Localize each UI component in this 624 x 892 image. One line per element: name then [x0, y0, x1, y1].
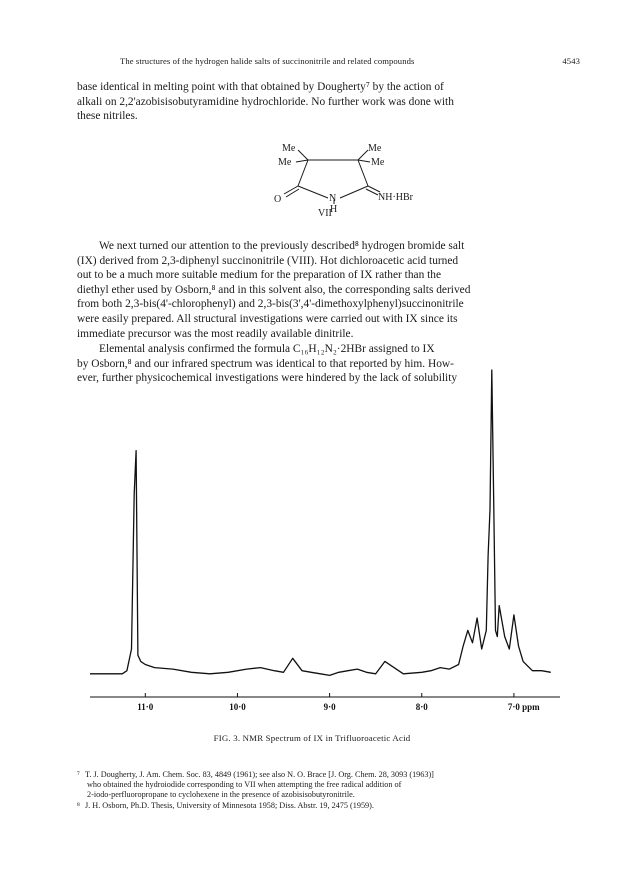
chemical-structure-vii: [268, 140, 418, 218]
text-line: were easily prepared. All structural investigations were carried out with IX since its: [77, 312, 458, 325]
footnote-line: 2-iodo-perfluoropropane to cyclohexene in the presence of azobisisobutyronitrile.: [87, 790, 355, 800]
text-line: these nitriles.: [77, 110, 138, 123]
text-line: immediate precursor was the most readily available dinitrile.: [77, 327, 354, 340]
struct-label: NH·HBr: [378, 192, 413, 203]
footnotes: [77, 770, 555, 811]
text-line: ever, further physicochemical investigations were hindered by the lack of solubility: [77, 372, 458, 385]
text-line: (IX) derived from 2,3-diphenyl succinonitrile (VIII). Hot dichloroacetic acid turned: [77, 254, 459, 267]
footnote-line: J. H. Osborn, Ph.D. Thesis, University of Minnesota 1958; Diss. Abstr. 19, 2475 (1959).: [85, 800, 374, 810]
struct-label: Me: [282, 143, 296, 154]
footnote-mark: ⁷: [77, 770, 80, 779]
struct-label: Me: [278, 157, 292, 168]
struct-label: Me: [368, 143, 382, 154]
compound-label: VII: [318, 208, 332, 219]
text-line: out to be a much more suitable medium for the preparation of IX rather than the: [77, 269, 442, 282]
footnote-line: T. J. Dougherty, J. Am. Chem. Soc. 83, 4849 (1961); see also N. O. Brace [J. Org. Chem. 28, 3093 (1963)]: [85, 770, 434, 779]
footnote-mark: ⁸: [77, 800, 80, 810]
text-line: base identical in melting point with that obtained by Dougherty⁷ by the action of: [77, 81, 444, 93]
struct-label: H: [330, 204, 338, 215]
nmr-spectrum-chart: [90, 360, 560, 725]
struct-label: N: [329, 193, 337, 204]
x-tick-label: 10·0: [229, 702, 246, 712]
x-tick-label: 11·0: [137, 702, 154, 712]
x-tick-label: 8·0: [415, 702, 428, 712]
x-tick-label: 7·0 ppm: [507, 702, 540, 712]
page-number: 4543: [562, 56, 580, 66]
text-line: from both 2,3-bis(4'-chlorophenyl) and 2,3-bis(3',4'-dimethoxylphenyl)succinonitrile: [77, 298, 464, 311]
figure-caption: FIG. 3. NMR Spectrum of IX in Trifluoroacetic Acid: [213, 733, 411, 743]
footnote-8: [77, 801, 555, 811]
text-line: Elemental analysis confirmed the formula C₁₆H₁₂N₂·2HBr assigned to IX: [99, 343, 435, 355]
spectrum-trace: [90, 370, 551, 675]
paragraph-1: [77, 80, 555, 124]
footnote-line: who obtained the hydroiodide corresponding to VII when attempting the free radical addition of: [87, 780, 402, 790]
footnote-7: [77, 770, 555, 801]
paragraph-2: [77, 239, 555, 341]
struct-label: O: [274, 194, 282, 205]
struct-label: Me: [371, 157, 385, 168]
text-line: diethyl ether used by Osborn,⁸ and in this solvent also, the corresponding salts derived: [77, 283, 471, 296]
running-head-title: The structures of the hydrogen halide salts of succinonitrile and related compounds: [120, 56, 415, 66]
text-line: We next turned our attention to the previously described⁸ hydrogen bromide salt: [99, 240, 465, 252]
x-tick-label: 9·0: [323, 702, 336, 712]
text-line: alkali on 2,2'azobisisobutyramidine hydrochloride. No further work was done with: [77, 95, 454, 108]
text-line: by Osborn,⁸ and our infrared spectrum was identical to that reported by him. How-: [77, 357, 454, 370]
